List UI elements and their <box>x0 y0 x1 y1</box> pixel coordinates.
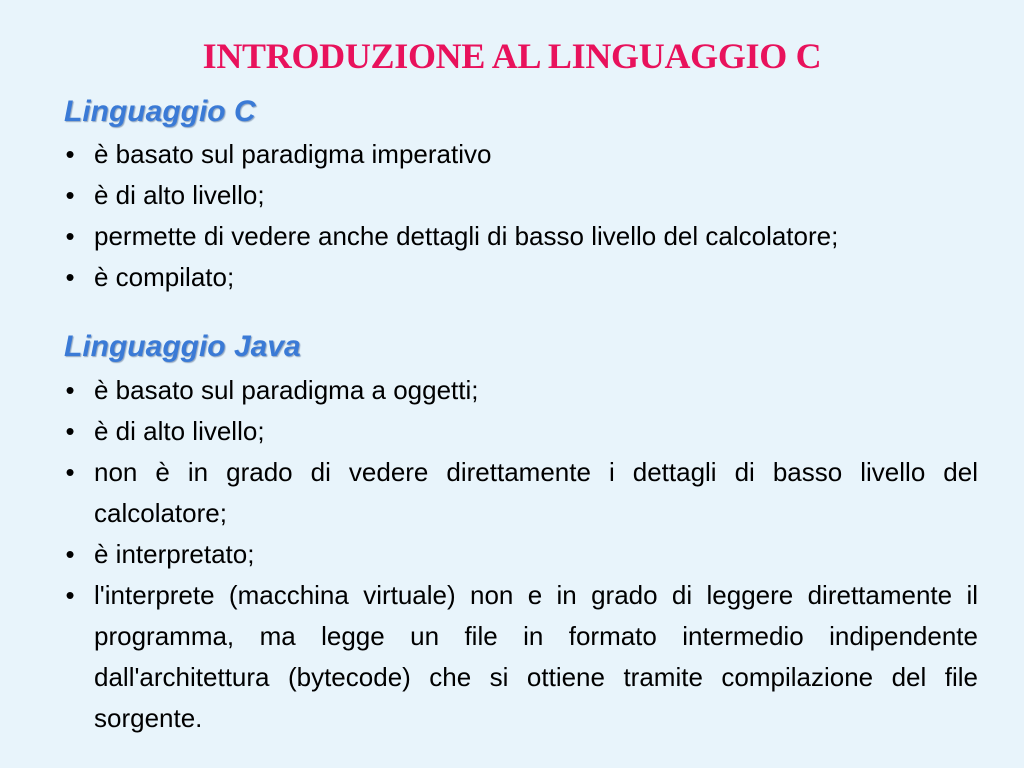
list-item <box>60 257 1024 298</box>
section-heading-linguaggio-java: Linguaggio Java <box>64 330 301 363</box>
list-item <box>60 134 1024 175</box>
bullet-icon: • <box>65 180 75 210</box>
list-item-text: non è in grado di vedere direttamente i dettagli di basso livello del calcolatore; <box>94 457 978 528</box>
list-item <box>60 411 978 452</box>
bullet-list-linguaggio-c <box>60 134 1024 298</box>
list-item-text: è compilato; <box>94 262 235 292</box>
bullet-icon: • <box>65 139 75 169</box>
section-heading-linguaggio-c: Linguaggio C <box>64 95 256 128</box>
bullet-icon: • <box>65 262 75 292</box>
bullet-icon: • <box>65 375 75 405</box>
list-item-text: è di alto livello; <box>94 180 265 210</box>
bullet-icon: • <box>65 580 75 610</box>
list-item <box>60 452 978 534</box>
list-item-text: l'interprete (macchina virtuale) non e in grado di leggere direttamente il programma, ma legge un file in formato intermedio indipendente dall'architettura (bytecode) che si ottiene tramite compilazione del file sorgente. <box>94 580 978 733</box>
list-item-text: è di alto livello; <box>94 416 265 446</box>
list-item <box>60 216 1024 257</box>
slide-title: INTRODUZIONE AL LINGUAGGIO C <box>202 36 822 76</box>
list-item <box>60 175 1024 216</box>
list-item <box>60 370 978 411</box>
bullet-icon: • <box>65 457 75 487</box>
list-item <box>60 534 978 575</box>
bullet-icon: • <box>65 539 75 569</box>
bullet-list-linguaggio-java <box>60 370 978 739</box>
bullet-icon: • <box>65 416 75 446</box>
list-item <box>60 575 978 739</box>
bullet-icon: • <box>65 221 75 251</box>
list-item-text: è basato sul paradigma imperativo <box>94 139 492 169</box>
list-item-text: è basato sul paradigma a oggetti; <box>94 375 479 405</box>
list-item-text: permette di vedere anche dettagli di basso livello del calcolatore; <box>94 221 839 251</box>
list-item-text: è interpretato; <box>94 539 255 569</box>
